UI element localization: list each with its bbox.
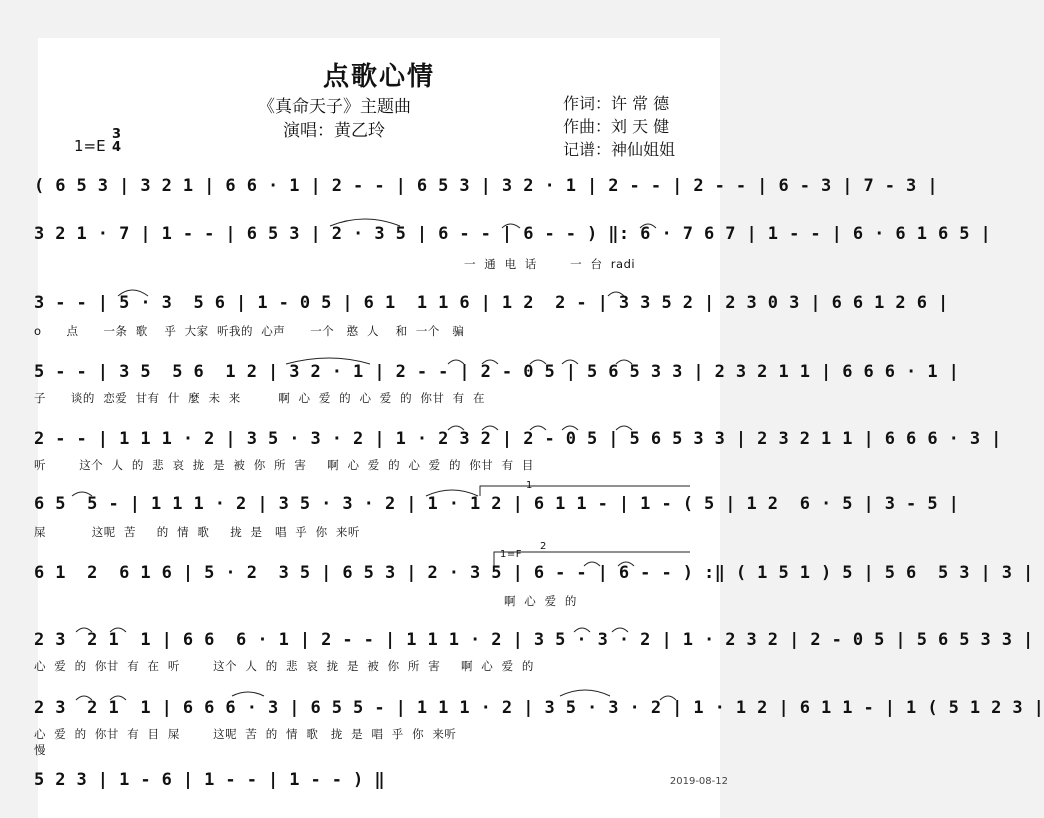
notation-line: ( 6 5 3 | 3 2 1 | 6 6 · 1 | 2 - - | 6 5 3 | 3 2 · 1 | 2 - - | 2 - - | 6 - 3 | 7 - 3 | bbox=[34, 176, 938, 196]
transcriber-credit: 记谱：神仙姐姐 bbox=[563, 140, 676, 159]
composer-credit: 作曲：刘 天 健 bbox=[563, 117, 670, 136]
meter-bottom: 4 bbox=[112, 140, 122, 155]
notation-line: 5 - - | 3 5 5 6 1 2 | 3 2 · 1 | 2 - - | 2 - 0 5 | 5 6 5 3 3 | 2 3 2 1 1 | 6 6 6 · 1 | bbox=[34, 362, 960, 382]
volta-bracket bbox=[480, 486, 690, 496]
slur-mark bbox=[660, 696, 676, 700]
slur-mark bbox=[76, 628, 92, 632]
lyric-line: o 点 一条 歌 乎 大家 听我的 心声 一个 憨 人 和 一个 骗 bbox=[34, 324, 465, 338]
slur-mark bbox=[612, 628, 628, 632]
volta-1-label: 1 bbox=[526, 480, 533, 491]
slur-mark bbox=[76, 696, 92, 700]
notation-line: 2 3 2 1 1 | 6 6 6 · 1 | 2 - - | 1 1 1 · 2 | 3 5 · 3 · 2 | 1 · 2 3 2 | 2 - 0 5 | 5 6 5 3 3 | bbox=[34, 630, 1034, 650]
lyric-line: 心 爱 的 你甘 有 目 屎 这呢 苦 的 情 歌 拢 是 唱 乎 你 来听 bbox=[34, 727, 457, 741]
slur-mark bbox=[618, 562, 634, 566]
slur-mark bbox=[482, 360, 498, 364]
lyric-line: 子 谈的 恋爱 甘有 什 麼 未 来 啊 心 爱 的 心 爱 的 你甘 有 在 bbox=[34, 391, 485, 405]
lyric-line: 屎 这呢 苦 的 情 歌 拢 是 唱 乎 你 来听 bbox=[34, 525, 360, 539]
notation-line: 6 1 2 6 1 6 | 5 · 2 3 5 | 6 5 3 | 2 · 3 5 | 6 - - | 6 - - ) :‖ ( 1 5 1 ) 5 | 5 6 5 3 | 3 | bbox=[34, 563, 1034, 583]
notation-line: 2 3 2 1 1 | 6 6 6 · 3 | 6 5 5 - | 1 1 1 · 2 | 3 5 · 3 · 2 | 1 · 1 2 | 6 1 1 - | 1 ( 5 1 2 3 | bbox=[34, 698, 1044, 718]
slur-mark bbox=[72, 492, 92, 496]
slur-mark bbox=[286, 358, 370, 364]
slur-mark bbox=[448, 360, 464, 364]
slur-mark bbox=[502, 224, 520, 228]
lyric-line: 听 这个 人 的 悲 哀 拢 是 被 你 所 害 啊 心 爱 的 心 爱 的 你甘 有 目 bbox=[34, 458, 534, 472]
slur-mark bbox=[330, 219, 400, 226]
slur-mark bbox=[448, 426, 464, 430]
slur-mark bbox=[426, 490, 478, 496]
volta-2-label: 2 bbox=[540, 541, 547, 552]
extra-lyric: 慢 bbox=[34, 743, 46, 757]
slur-mark bbox=[560, 690, 610, 696]
lyric-line: 心 爱 的 你甘 有 在 听 这个 人 的 悲 哀 拢 是 被 你 所 害 啊 心 爱 的 bbox=[34, 659, 534, 673]
slur-mark bbox=[118, 290, 148, 296]
slur-mark bbox=[562, 360, 578, 364]
slur-mark bbox=[530, 426, 546, 430]
slur-mark bbox=[608, 292, 624, 296]
notation-line: 5 2 3 | 1 - 6 | 1 - - | 1 - - ) ‖ bbox=[34, 770, 385, 790]
volta-bracket bbox=[494, 552, 690, 566]
subtitle: 《真命天子》主题曲 bbox=[258, 97, 411, 117]
slur-mark bbox=[110, 628, 126, 632]
transcription-date: 2019-08-12 bbox=[669, 776, 728, 787]
lyric-line: 一 通 电 话 一 台 radi bbox=[464, 257, 636, 271]
meter-top: 3 bbox=[112, 127, 122, 142]
lyric-line: 啊 心 爱 的 bbox=[504, 594, 577, 608]
song-title: 点歌心情 bbox=[322, 62, 435, 92]
slur-mark bbox=[482, 426, 498, 430]
notation-line: 3 2 1 · 7 | 1 - - | 6 5 3 | 2 · 3 5 | 6 - - | 6 - - ) ‖: 6 · 7 6 7 | 1 - - | 6 · 6 1 6 5 | bbox=[34, 224, 992, 244]
slur-mark bbox=[584, 562, 600, 566]
key-signature: 1=E bbox=[74, 137, 106, 155]
slur-mark bbox=[530, 360, 546, 364]
slur-mark bbox=[562, 426, 578, 430]
slur-mark bbox=[574, 628, 590, 632]
notation-line: 3 - - | 5 · 3 5 6 | 1 - 0 5 | 6 1 1 1 6 | 1 2 2 - | 3 3 5 2 | 2 3 0 3 | 6 6 1 2 6 | bbox=[34, 293, 949, 313]
singer-credit: 演唱：黄乙玲 bbox=[283, 121, 385, 141]
notation-line: 6 5 5 - | 1 1 1 · 2 | 3 5 · 3 · 2 | 1 · 1 2 | 6 1 1 - | 1 - ( 5 | 1 2 6 · 5 | 3 - 5 | bbox=[34, 494, 960, 514]
key-change-label: 1=F bbox=[500, 549, 522, 560]
slur-mark bbox=[640, 224, 656, 228]
lyricist-credit: 作词：许 常 德 bbox=[563, 94, 670, 113]
slur-mark bbox=[110, 696, 126, 700]
slur-mark bbox=[616, 360, 632, 364]
slur-mark bbox=[616, 426, 632, 430]
notation-line: 2 - - | 1 1 1 · 2 | 3 5 · 3 · 2 | 1 · 2 3 2 | 2 - 0 5 | 5 6 5 3 3 | 2 3 2 1 1 | 6 6 6 · 3 | bbox=[34, 429, 1002, 449]
slur-mark bbox=[232, 692, 264, 696]
